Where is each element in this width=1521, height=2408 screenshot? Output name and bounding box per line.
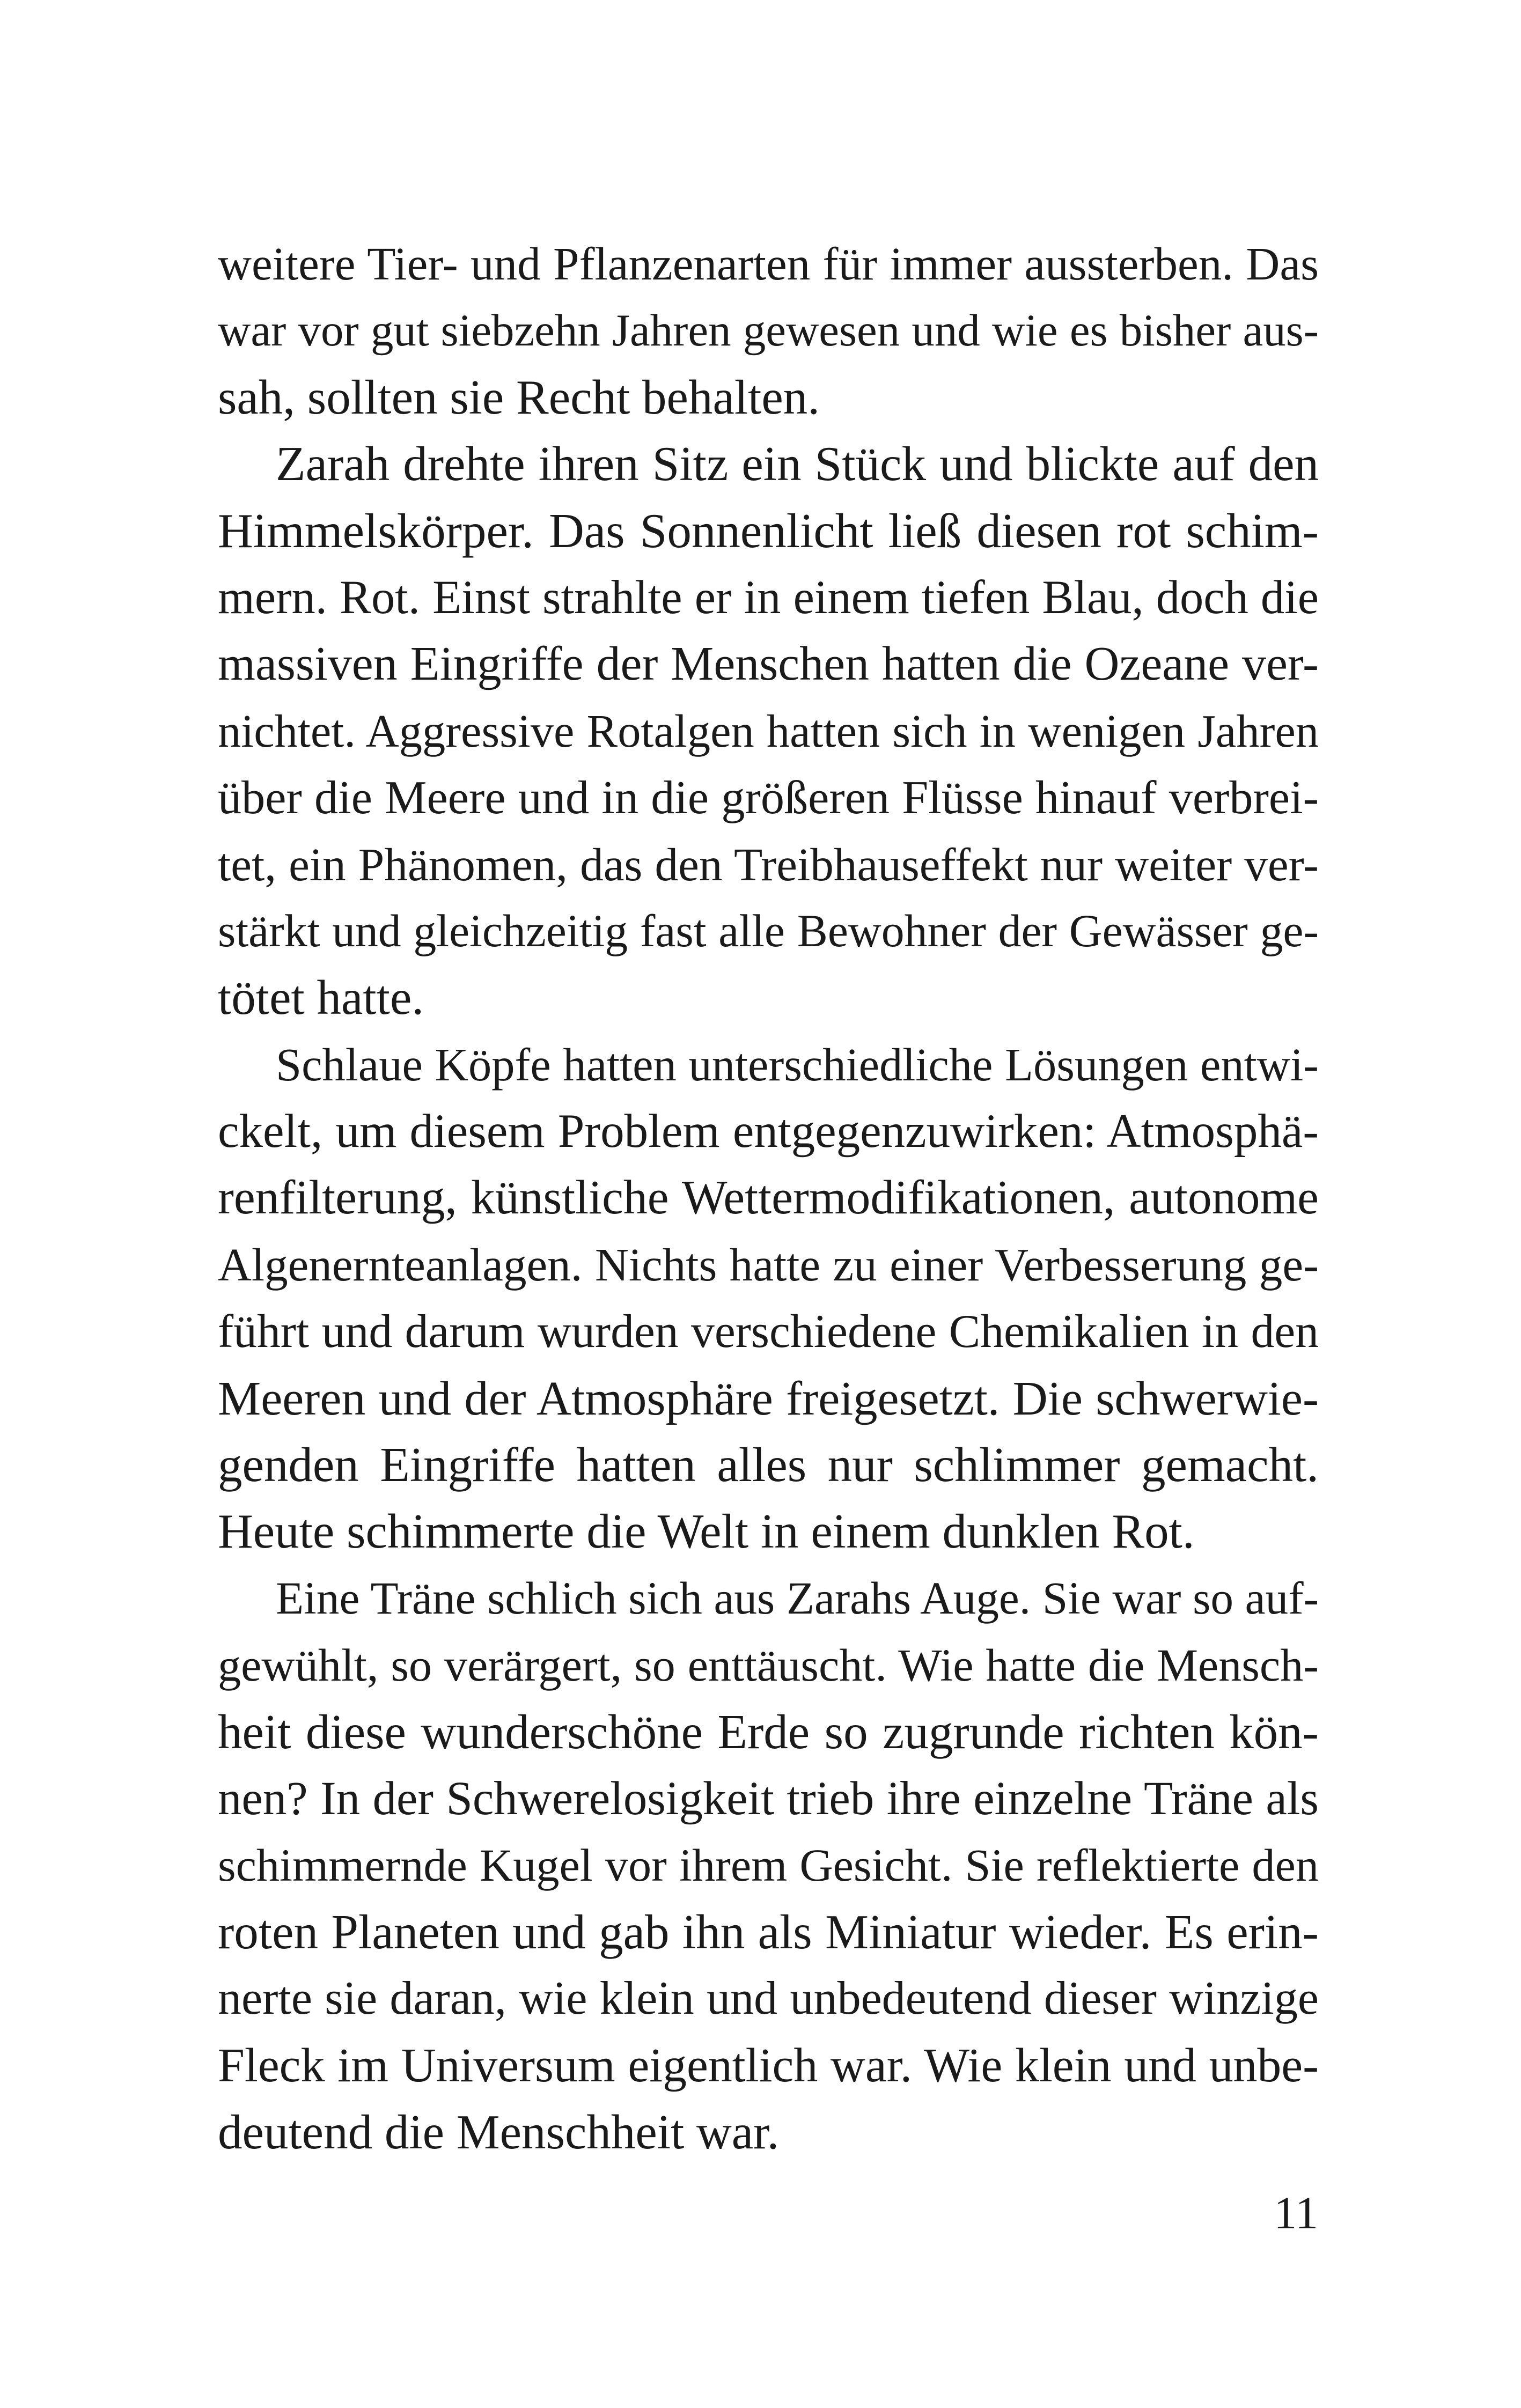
text-line: tötet hatte. bbox=[218, 970, 424, 1025]
text-line: Schlaue Köpfe hatten unterschiedliche Lösungen entwi- bbox=[276, 1039, 1319, 1091]
book-page-body bbox=[218, 231, 1319, 2166]
text-line: schimmernde Kugel vor ihrem Gesicht. Sie reflektierte den bbox=[218, 1839, 1319, 1891]
text-line: Heute schimmerte die Welt in einem dunklen Rot. bbox=[218, 1504, 1195, 1559]
text-line: über die Meere und in die größeren Flüsse hinauf verbrei- bbox=[218, 771, 1319, 824]
text-line: Meeren und der Atmosphäre freigesetzt. Die schwerwie- bbox=[218, 1371, 1319, 1425]
text-line: führt und darum wurden verschiedene Chemikalien in den bbox=[218, 1305, 1319, 1358]
text-line: deutend die Menschheit war. bbox=[218, 2104, 780, 2159]
text-line: Eine Träne schlich sich aus Zarahs Auge. Sie war so auf- bbox=[276, 1573, 1319, 1624]
text-line: renfilterung, künstliche Wettermodifikationen, autonome bbox=[218, 1171, 1319, 1225]
page-number: 11 bbox=[1274, 2187, 1318, 2238]
text-line: mern. Rot. Einst strahlte er in einem tiefen Blau, doch die bbox=[218, 571, 1319, 624]
text-line: ckelt, um diesem Problem entgegenzuwirken: Atmosphä- bbox=[218, 1105, 1319, 1158]
text-line: stärkt und gleichzeitig fast alle Bewohner der Gewässer ge- bbox=[218, 905, 1319, 956]
text-line: roten Planeten und gab ihn als Miniatur wieder. Es erin- bbox=[218, 1904, 1319, 1959]
text-line: weitere Tier- und Pflanzenarten für immer aussterben. Das bbox=[218, 238, 1319, 290]
text-line: Himmelskörper. Das Sonnenlicht ließ diesen rot schim- bbox=[218, 503, 1319, 558]
text-line: nichtet. Aggressive Rotalgen hatten sich in wenigen Jahren bbox=[218, 705, 1319, 757]
text-line: nerte sie daran, wie klein und unbedeutend dieser winzige bbox=[218, 1972, 1319, 2025]
text-line: war vor gut siebzehn Jahren gewesen und wie es bisher aus- bbox=[218, 305, 1319, 356]
text-line: nen? In der Schwerelosigkeit trieb ihre einzelne Träne als bbox=[218, 1772, 1319, 1825]
text-line: sah, sollten sie Recht behalten. bbox=[218, 370, 820, 424]
text-line: Algenernteanlagen. Nichts hatte zu einer Verbesserung ge- bbox=[218, 1238, 1319, 1291]
text-line: massiven Eingriffe der Menschen hatten die Ozeane ver- bbox=[218, 637, 1319, 691]
text-line: Fleck im Universum eigentlich war. Wie klein und unbe- bbox=[218, 2038, 1319, 2092]
text-line: Zarah drehte ihren Sitz ein Stück und blickte auf den bbox=[276, 437, 1319, 491]
text-line: genden Eingriffe hatten alles nur schlimmer gemacht. bbox=[218, 1438, 1319, 1492]
text-line: gewühlt, so verärgert, so enttäuscht. Wie hatte die Mensch- bbox=[218, 1639, 1319, 1691]
text-line: tet, ein Phänomen, das den Treibhauseffekt nur weiter ver- bbox=[218, 838, 1319, 890]
text-line: heit diese wunderschöne Erde so zugrunde richten kön- bbox=[218, 1704, 1319, 1759]
